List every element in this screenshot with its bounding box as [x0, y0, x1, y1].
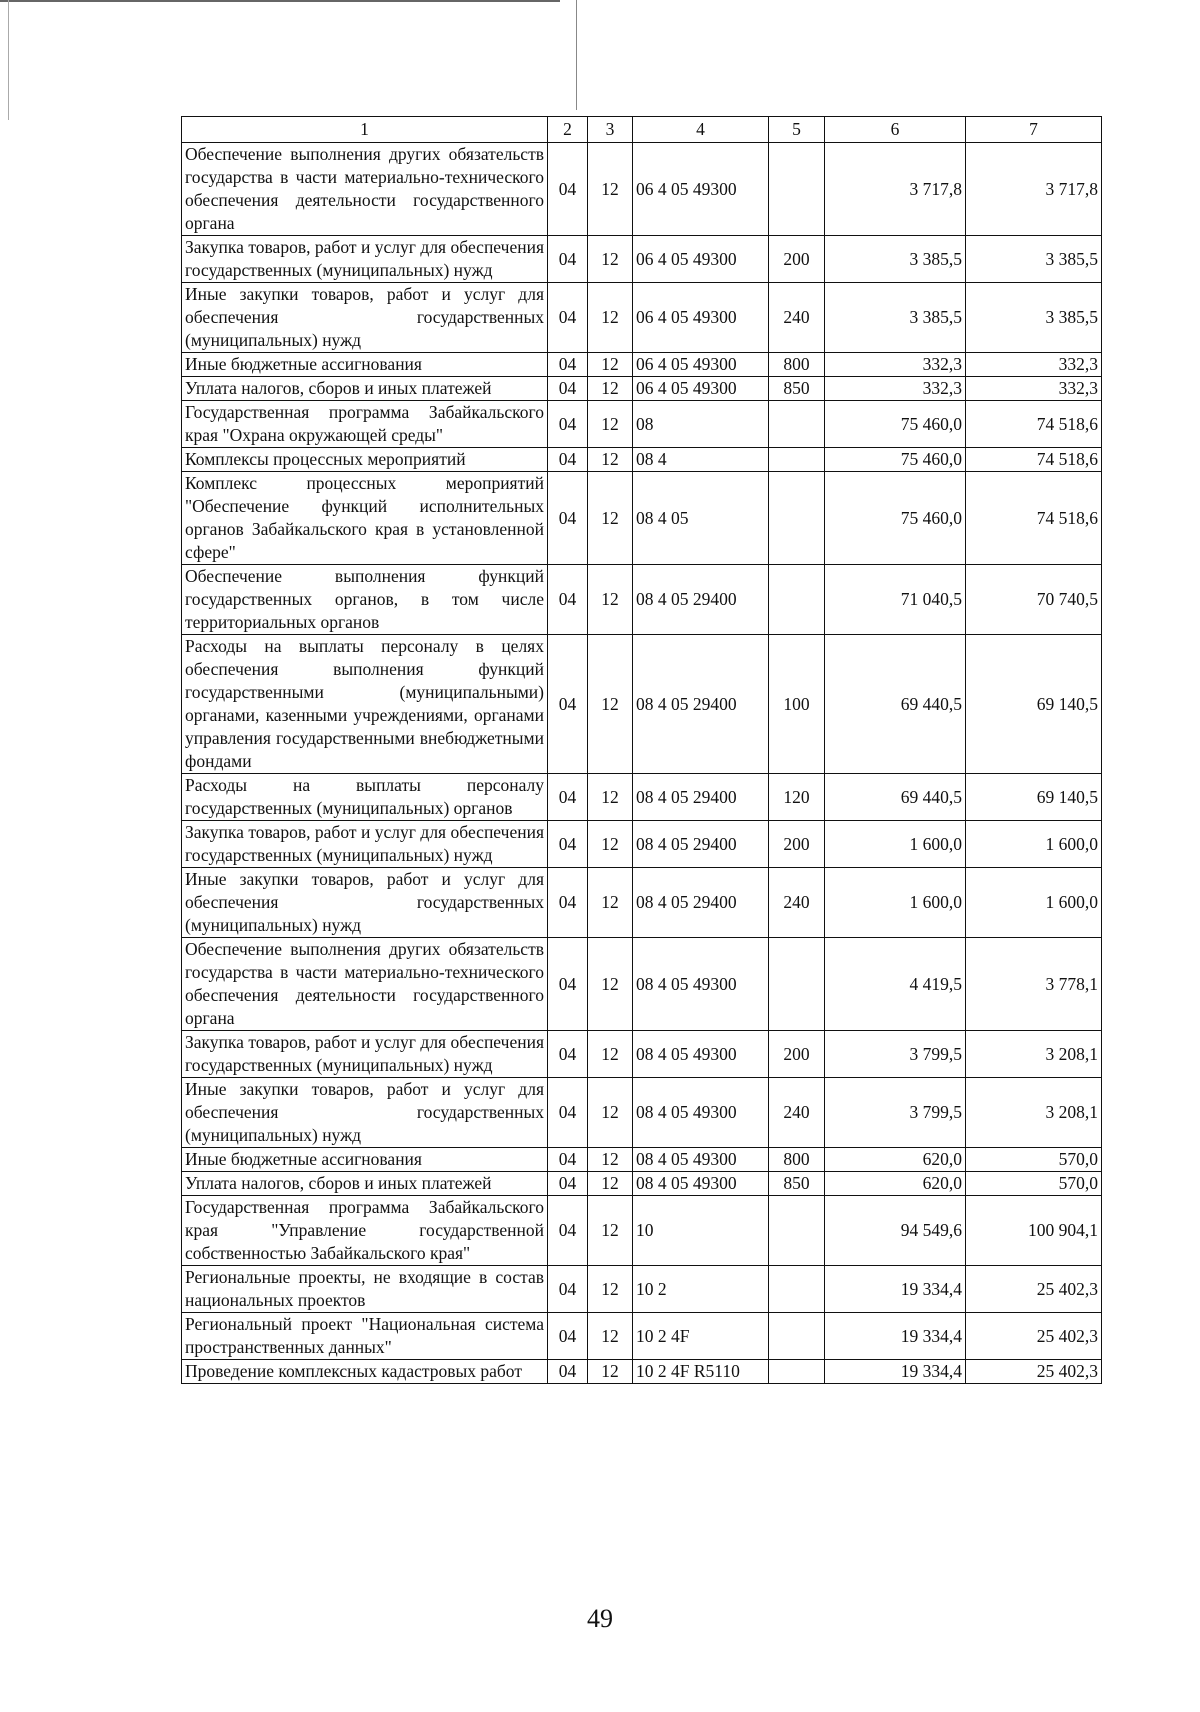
cell-subsection: 12 — [588, 868, 633, 938]
table-row — [182, 472, 1102, 565]
cell-section: 04 — [548, 1313, 588, 1360]
cell-name: Закупка товаров, работ и услуг для обеспечения государственных (муниципальных) нужд — [182, 1031, 548, 1078]
cell-subsection: 12 — [588, 774, 633, 821]
cell-target-article: 08 4 05 29400 — [633, 774, 769, 821]
table-row — [182, 1266, 1102, 1313]
cell-amount-year2: 69 140,5 — [966, 635, 1102, 774]
cell-subsection: 12 — [588, 1266, 633, 1313]
cell-name: Иные закупки товаров, работ и услуг для обеспечения государственных (муниципальных) нужд — [182, 283, 548, 353]
cell-amount-year2: 25 402,3 — [966, 1313, 1102, 1360]
cell-name: Комплексы процессных мероприятий — [182, 448, 548, 472]
cell-name: Уплата налогов, сборов и иных платежей — [182, 377, 548, 401]
cell-subsection: 12 — [588, 635, 633, 774]
table-row — [182, 401, 1102, 448]
cell-subsection: 12 — [588, 1360, 633, 1384]
table-row — [182, 236, 1102, 283]
cell-name: Обеспечение выполнения функций государственных органов, в том числе территориальных органов — [182, 565, 548, 635]
table-row — [182, 565, 1102, 635]
cell-subsection: 12 — [588, 1196, 633, 1266]
cell-amount-year1: 3 717,8 — [825, 143, 966, 236]
cell-name: Региональные проекты, не входящие в состав национальных проектов — [182, 1266, 548, 1313]
scan-edge-top — [0, 0, 560, 2]
column-header: 4 — [633, 117, 769, 143]
cell-target-article: 10 2 4F — [633, 1313, 769, 1360]
table-row — [182, 283, 1102, 353]
page-number: 49 — [587, 1604, 613, 1633]
cell-expense-type: 100 — [769, 635, 825, 774]
cell-amount-year2: 3 717,8 — [966, 143, 1102, 236]
cell-amount-year1: 94 549,6 — [825, 1196, 966, 1266]
cell-section: 04 — [548, 1266, 588, 1313]
cell-section: 04 — [548, 353, 588, 377]
cell-amount-year1: 4 419,5 — [825, 938, 966, 1031]
cell-name: Государственная программа Забайкальского края "Охрана окружающей среды" — [182, 401, 548, 448]
cell-amount-year1: 332,3 — [825, 377, 966, 401]
cell-expense-type — [769, 448, 825, 472]
cell-subsection: 12 — [588, 401, 633, 448]
cell-target-article: 08 — [633, 401, 769, 448]
cell-amount-year1: 69 440,5 — [825, 774, 966, 821]
cell-expense-type: 200 — [769, 1031, 825, 1078]
cell-target-article: 08 4 05 49300 — [633, 1031, 769, 1078]
cell-section: 04 — [548, 1148, 588, 1172]
cell-expense-type: 200 — [769, 236, 825, 283]
cell-target-article: 08 4 05 — [633, 472, 769, 565]
cell-name: Иные бюджетные ассигнования — [182, 1148, 548, 1172]
cell-name: Иные бюджетные ассигнования — [182, 353, 548, 377]
table-row — [182, 635, 1102, 774]
cell-subsection: 12 — [588, 1078, 633, 1148]
cell-subsection: 12 — [588, 353, 633, 377]
table-row — [182, 821, 1102, 868]
cell-expense-type: 240 — [769, 1078, 825, 1148]
cell-amount-year1: 75 460,0 — [825, 401, 966, 448]
cell-name: Закупка товаров, работ и услуг для обеспечения государственных (муниципальных) нужд — [182, 236, 548, 283]
cell-section: 04 — [548, 1172, 588, 1196]
cell-expense-type: 800 — [769, 1148, 825, 1172]
cell-amount-year1: 19 334,4 — [825, 1360, 966, 1384]
cell-amount-year1: 620,0 — [825, 1172, 966, 1196]
cell-amount-year1: 332,3 — [825, 353, 966, 377]
column-header: 6 — [825, 117, 966, 143]
cell-subsection: 12 — [588, 565, 633, 635]
cell-expense-type — [769, 1313, 825, 1360]
cell-section: 04 — [548, 236, 588, 283]
cell-target-article: 06 4 05 49300 — [633, 353, 769, 377]
cell-expense-type — [769, 143, 825, 236]
cell-section: 04 — [548, 143, 588, 236]
cell-target-article: 06 4 05 49300 — [633, 377, 769, 401]
cell-expense-type: 800 — [769, 353, 825, 377]
cell-amount-year2: 74 518,6 — [966, 401, 1102, 448]
cell-subsection: 12 — [588, 1031, 633, 1078]
cell-target-article: 08 4 05 49300 — [633, 1078, 769, 1148]
cell-expense-type: 850 — [769, 1172, 825, 1196]
cell-amount-year2: 570,0 — [966, 1148, 1102, 1172]
cell-subsection: 12 — [588, 377, 633, 401]
scan-fold-line — [576, 0, 577, 110]
cell-amount-year1: 1 600,0 — [825, 821, 966, 868]
cell-name: Иные закупки товаров, работ и услуг для обеспечения государственных (муниципальных) нужд — [182, 868, 548, 938]
column-header: 5 — [769, 117, 825, 143]
cell-target-article: 10 — [633, 1196, 769, 1266]
cell-amount-year2: 570,0 — [966, 1172, 1102, 1196]
cell-amount-year1: 19 334,4 — [825, 1266, 966, 1313]
table-header — [182, 117, 1102, 143]
cell-amount-year1: 71 040,5 — [825, 565, 966, 635]
cell-subsection: 12 — [588, 1313, 633, 1360]
cell-section: 04 — [548, 472, 588, 565]
cell-name: Иные закупки товаров, работ и услуг для обеспечения государственных (муниципальных) нужд — [182, 1078, 548, 1148]
cell-subsection: 12 — [588, 448, 633, 472]
cell-subsection: 12 — [588, 143, 633, 236]
cell-amount-year2: 332,3 — [966, 353, 1102, 377]
cell-name: Расходы на выплаты персоналу государственных (муниципальных) органов — [182, 774, 548, 821]
cell-name: Уплата налогов, сборов и иных платежей — [182, 1172, 548, 1196]
cell-amount-year1: 3 385,5 — [825, 283, 966, 353]
cell-amount-year2: 74 518,6 — [966, 472, 1102, 565]
column-header: 2 — [548, 117, 588, 143]
cell-amount-year2: 3 208,1 — [966, 1031, 1102, 1078]
cell-target-article: 08 4 — [633, 448, 769, 472]
cell-expense-type: 850 — [769, 377, 825, 401]
cell-section: 04 — [548, 1031, 588, 1078]
table-row — [182, 1360, 1102, 1384]
table-row — [182, 938, 1102, 1031]
cell-target-article: 06 4 05 49300 — [633, 283, 769, 353]
column-header: 3 — [588, 117, 633, 143]
cell-expense-type — [769, 1196, 825, 1266]
cell-expense-type: 120 — [769, 774, 825, 821]
cell-target-article: 06 4 05 49300 — [633, 236, 769, 283]
cell-subsection: 12 — [588, 472, 633, 565]
cell-amount-year1: 3 799,5 — [825, 1031, 966, 1078]
table-row — [182, 868, 1102, 938]
cell-subsection: 12 — [588, 283, 633, 353]
cell-name: Закупка товаров, работ и услуг для обеспечения государственных (муниципальных) нужд — [182, 821, 548, 868]
cell-section: 04 — [548, 448, 588, 472]
header-row — [182, 117, 1102, 143]
cell-section: 04 — [548, 283, 588, 353]
cell-section: 04 — [548, 868, 588, 938]
table-row — [182, 143, 1102, 236]
cell-expense-type: 240 — [769, 283, 825, 353]
budget-table — [181, 116, 1102, 1384]
cell-section: 04 — [548, 1196, 588, 1266]
cell-amount-year1: 69 440,5 — [825, 635, 966, 774]
cell-name: Расходы на выплаты персоналу в целях обеспечения выполнения функций государственными (муниципальными) органами, казенными учреждениями, органами управления государственными внебюджетными фондами — [182, 635, 548, 774]
table-row — [182, 448, 1102, 472]
cell-amount-year2: 3 385,5 — [966, 236, 1102, 283]
cell-amount-year2: 3 778,1 — [966, 938, 1102, 1031]
cell-target-article: 10 2 4F R5110 — [633, 1360, 769, 1384]
cell-name: Государственная программа Забайкальского края "Управление государственной собственностью Забайкальского края" — [182, 1196, 548, 1266]
cell-amount-year2: 3 385,5 — [966, 283, 1102, 353]
cell-target-article: 08 4 05 49300 — [633, 1148, 769, 1172]
cell-amount-year2: 1 600,0 — [966, 868, 1102, 938]
cell-name: Обеспечение выполнения других обязательств государства в части материально-технического обеспечения деятельности государственного органа — [182, 938, 548, 1031]
cell-expense-type: 240 — [769, 868, 825, 938]
cell-amount-year1: 3 385,5 — [825, 236, 966, 283]
table-row — [182, 353, 1102, 377]
cell-subsection: 12 — [588, 821, 633, 868]
table-row — [182, 1078, 1102, 1148]
cell-section: 04 — [548, 565, 588, 635]
cell-amount-year1: 75 460,0 — [825, 472, 966, 565]
cell-expense-type: 200 — [769, 821, 825, 868]
cell-section: 04 — [548, 635, 588, 774]
table-row — [182, 1031, 1102, 1078]
cell-expense-type — [769, 1266, 825, 1313]
cell-subsection: 12 — [588, 1148, 633, 1172]
cell-amount-year2: 1 600,0 — [966, 821, 1102, 868]
cell-target-article: 08 4 05 29400 — [633, 565, 769, 635]
cell-expense-type — [769, 1360, 825, 1384]
cell-amount-year2: 3 208,1 — [966, 1078, 1102, 1148]
cell-amount-year2: 332,3 — [966, 377, 1102, 401]
cell-section: 04 — [548, 1078, 588, 1148]
cell-amount-year2: 100 904,1 — [966, 1196, 1102, 1266]
cell-expense-type — [769, 401, 825, 448]
cell-amount-year1: 3 799,5 — [825, 1078, 966, 1148]
cell-expense-type — [769, 938, 825, 1031]
cell-target-article: 08 4 05 49300 — [633, 938, 769, 1031]
cell-section: 04 — [548, 1360, 588, 1384]
cell-name: Проведение комплексных кадастровых работ — [182, 1360, 548, 1384]
cell-target-article: 08 4 05 29400 — [633, 868, 769, 938]
cell-target-article: 10 2 — [633, 1266, 769, 1313]
cell-amount-year1: 75 460,0 — [825, 448, 966, 472]
cell-section: 04 — [548, 938, 588, 1031]
cell-amount-year2: 25 402,3 — [966, 1360, 1102, 1384]
table-row — [182, 1148, 1102, 1172]
cell-section: 04 — [548, 401, 588, 448]
cell-expense-type — [769, 565, 825, 635]
cell-subsection: 12 — [588, 236, 633, 283]
cell-target-article: 08 4 05 29400 — [633, 821, 769, 868]
column-header: 7 — [966, 117, 1102, 143]
table-body — [182, 143, 1102, 1384]
table-row — [182, 1313, 1102, 1360]
cell-name: Обеспечение выполнения других обязательств государства в части материально-технического обеспечения деятельности государственного органа — [182, 143, 548, 236]
table-row — [182, 377, 1102, 401]
scan-edge-left — [8, 0, 9, 120]
cell-section: 04 — [548, 821, 588, 868]
cell-name: Комплекс процессных мероприятий "Обеспечение функций исполнительных органов Забайкальского края в установленной сфере" — [182, 472, 548, 565]
cell-expense-type — [769, 472, 825, 565]
cell-amount-year1: 620,0 — [825, 1148, 966, 1172]
cell-target-article: 06 4 05 49300 — [633, 143, 769, 236]
column-header: 1 — [182, 117, 548, 143]
cell-subsection: 12 — [588, 938, 633, 1031]
cell-amount-year2: 70 740,5 — [966, 565, 1102, 635]
cell-amount-year2: 69 140,5 — [966, 774, 1102, 821]
cell-name: Региональный проект "Национальная система пространственных данных" — [182, 1313, 548, 1360]
cell-amount-year2: 74 518,6 — [966, 448, 1102, 472]
cell-target-article: 08 4 05 29400 — [633, 635, 769, 774]
cell-amount-year1: 19 334,4 — [825, 1313, 966, 1360]
cell-amount-year1: 1 600,0 — [825, 868, 966, 938]
table-row — [182, 774, 1102, 821]
table-row — [182, 1172, 1102, 1196]
cell-amount-year2: 25 402,3 — [966, 1266, 1102, 1313]
cell-subsection: 12 — [588, 1172, 633, 1196]
table-row — [182, 1196, 1102, 1266]
cell-section: 04 — [548, 377, 588, 401]
cell-target-article: 08 4 05 49300 — [633, 1172, 769, 1196]
cell-section: 04 — [548, 774, 588, 821]
